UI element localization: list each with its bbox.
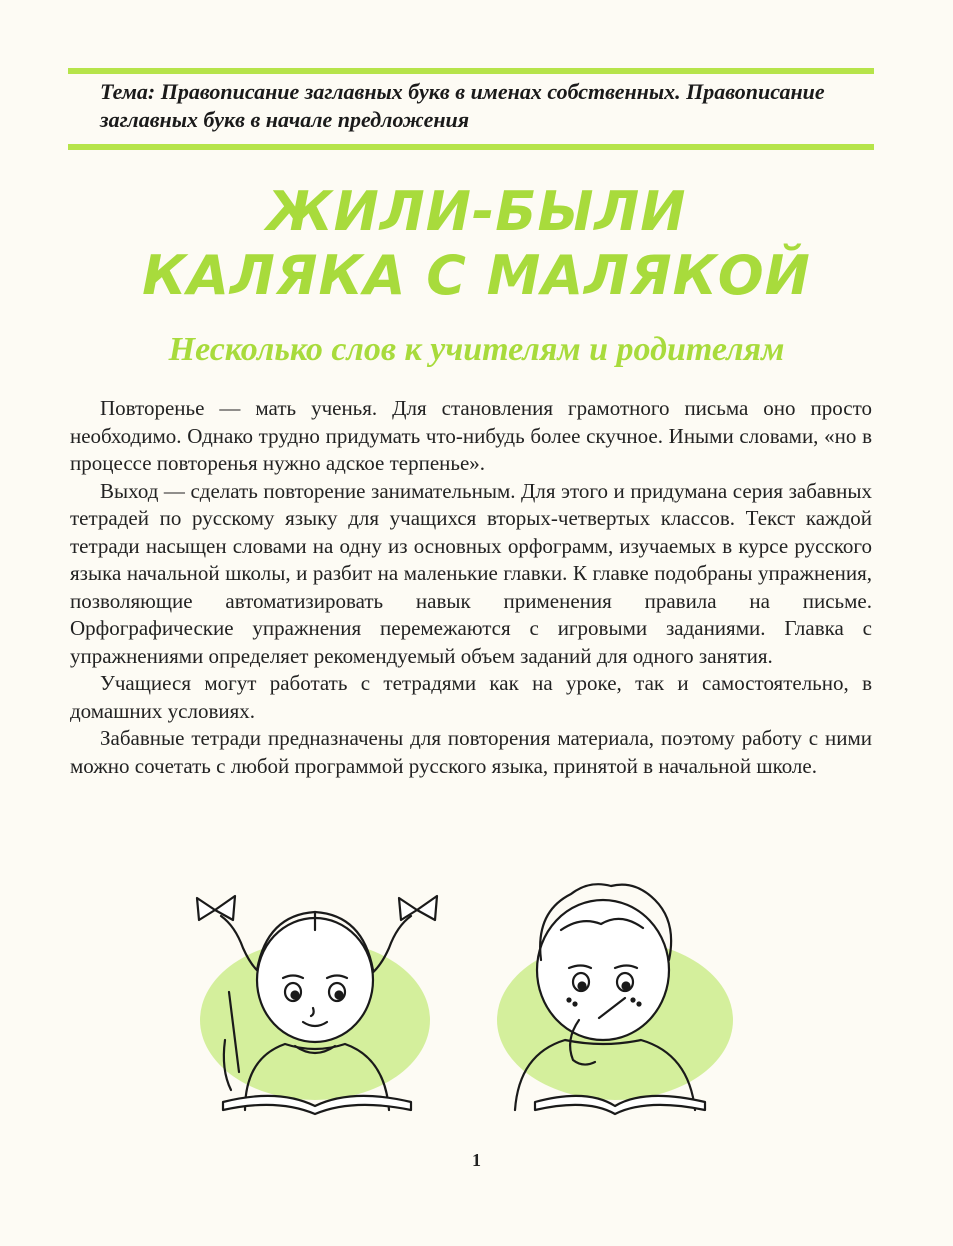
paragraph-4: Забавные тетради предназначены для повторения материала, поэтому работу с ними можно сочетать с любой программой русского языка, принятой в начальной школе.: [70, 726, 872, 778]
page-number: 1: [472, 1150, 481, 1170]
title-line-1: ЖИЛИ-БЫЛИ: [266, 180, 687, 243]
topic-text: Тема: Правописание заглавных букв в именах собственных. Правописание заглавных букв в начале предложения: [100, 79, 825, 132]
page-title: [0, 180, 953, 308]
topic-rule-top: [68, 68, 874, 74]
illustrations: [185, 870, 745, 1130]
girl-writing-icon: [185, 870, 445, 1125]
paragraph-2: Выход — сделать повторение занимательным. Для этого и придумана серия забавных тетрадей по русскому языку для учащихся вторых-четвертых классов. Текст каждой тетради насыщен словами на одну из основных орфограмм, изучаемых в курсе русского языка начальной школы, и разбит на маленькие главки. К главке подобраны упражнения, позволяющие автоматизировать навык применения правила на письме. Орфографические упражнения перемежаются с игровыми заданиями. Главка с упражнениями определяет рекомендуемый объем заданий для одного занятия.: [70, 478, 872, 668]
topic-band: [68, 68, 874, 152]
boy-writing-icon: [475, 870, 745, 1125]
title-line-2: КАЛЯКА С МАЛЯКОЙ: [142, 244, 811, 307]
paragraph-3: Учащиеся могут работать с тетрадями как на уроке, так и самостоятельно, в домашних условиях.: [70, 671, 872, 723]
body-text: [70, 395, 872, 780]
paragraph-1: Повторенье — мать ученья. Для становления грамотного письма оно просто необходимо. Однако трудно придумать что-нибудь более скучное. Иными словами, «но в процессе повторенья нужно адское терпенье».: [70, 396, 872, 475]
topic-rule-bottom: [68, 144, 874, 150]
section-subtitle: Несколько слов к учителям и родителям: [168, 331, 785, 368]
